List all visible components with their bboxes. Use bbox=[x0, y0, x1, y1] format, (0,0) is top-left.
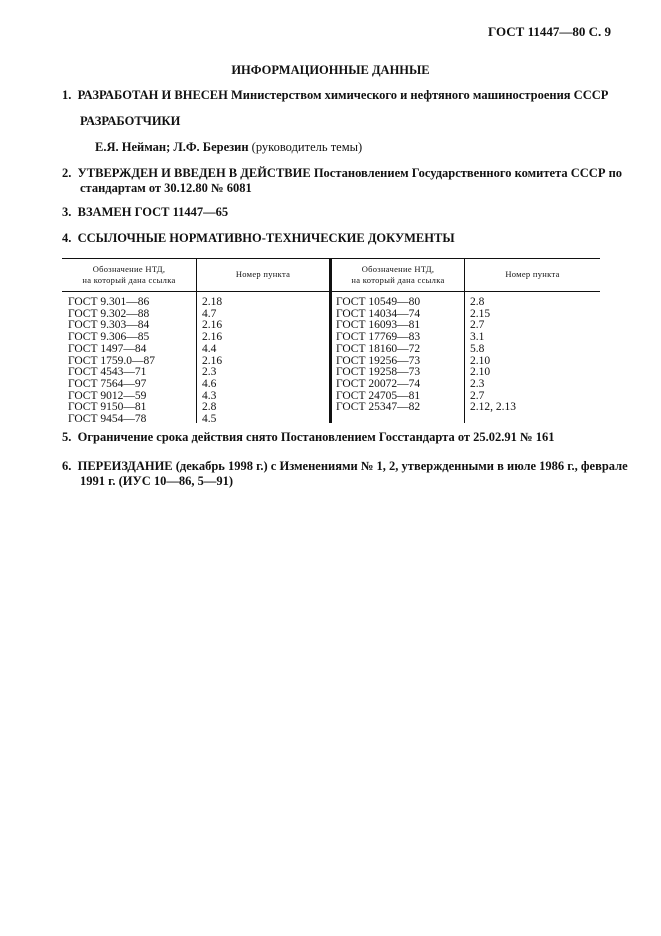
header-item-right: Номер пункта bbox=[505, 269, 560, 279]
table-cell: 2.16 bbox=[202, 354, 223, 367]
table-cell: 2.7 bbox=[470, 319, 485, 332]
table-cell: 2.3 bbox=[470, 377, 485, 390]
table-cell: 4.5 bbox=[202, 413, 217, 426]
table-cell: 2.8 bbox=[470, 296, 485, 308]
table-cell: ГОСТ 4543—71 bbox=[68, 366, 147, 379]
left-items-column bbox=[202, 297, 222, 426]
item-5: 5. Ограничение срока действия снято Постановлением Госстандарта от 25.02.91 № 161 bbox=[62, 430, 555, 444]
table-cell: ГОСТ 9150—81 bbox=[68, 401, 147, 414]
table-cell: ГОСТ 9.306—85 bbox=[68, 331, 150, 344]
left-docs-column bbox=[68, 297, 155, 426]
table-cell: 2.12, 2.13 bbox=[470, 401, 516, 414]
table-cell: ГОСТ 18160—72 bbox=[336, 342, 421, 355]
table-cell: 2.16 bbox=[202, 319, 223, 332]
table-cell: ГОСТ 14034—74 bbox=[336, 307, 421, 320]
right-items-column bbox=[470, 297, 516, 414]
table-cell: ГОСТ 9454—78 bbox=[68, 413, 147, 426]
table-cell: 2.16 bbox=[202, 331, 223, 344]
right-docs-column bbox=[336, 297, 420, 414]
table-cell: 2.8 bbox=[202, 401, 217, 414]
table-cell: 4.3 bbox=[202, 389, 217, 402]
table-cell: ГОСТ 1497—84 bbox=[68, 342, 147, 355]
item-2: 2. УТВЕРЖДЕН И ВВЕДЕН В ДЕЙСТВИЕ Постановлением Государственного комитета СССР по bbox=[62, 166, 623, 180]
table-cell: ГОСТ 9.301—86 bbox=[68, 296, 150, 308]
table-cell: 2.18 bbox=[202, 296, 223, 308]
header-doc-right: Обозначение НТД, на который дана ссылка bbox=[351, 264, 445, 285]
table-cell: ГОСТ 7564—97 bbox=[68, 377, 147, 390]
item-4: 4. ССЫЛОЧНЫЕ НОРМАТИВНО-ТЕХНИЧЕСКИЕ ДОКУМЕНТЫ bbox=[62, 231, 455, 245]
table-cell: 2.10 bbox=[470, 354, 491, 367]
table-cell: ГОСТ 9012—59 bbox=[68, 389, 147, 402]
item-2-cont: стандартам от 30.12.80 № 6081 bbox=[80, 181, 252, 195]
table-cell: ГОСТ 16093—81 bbox=[336, 319, 421, 332]
table-cell: 4.6 bbox=[202, 377, 217, 390]
table-cell: 4.4 bbox=[202, 342, 217, 355]
table-cell: ГОСТ 17769—83 bbox=[336, 331, 421, 344]
item-6-cont: 1991 г. (ИУС 10—86, 5—91) bbox=[80, 474, 234, 488]
page-header: ГОСТ 11447—80 С. 9 bbox=[488, 24, 611, 39]
table-cell: 2.15 bbox=[470, 307, 491, 320]
references-table bbox=[62, 258, 600, 426]
table-cell: ГОСТ 25347—82 bbox=[336, 401, 421, 414]
table-cell: ГОСТ 9.302—88 bbox=[68, 307, 150, 320]
table-cell: ГОСТ 9.303—84 bbox=[68, 319, 150, 332]
table-cell: ГОСТ 24705—81 bbox=[336, 389, 421, 402]
header-doc-left: Обозначение НТД, на который дана ссылка bbox=[82, 264, 176, 285]
table-cell: 2.3 bbox=[202, 366, 217, 379]
item-3: 3. ВЗАМЕН ГОСТ 11447—65 bbox=[62, 205, 229, 219]
table-cell: ГОСТ 19258—73 bbox=[336, 366, 421, 379]
table-cell: 5.8 bbox=[470, 342, 485, 355]
table-cell: 3.1 bbox=[470, 331, 485, 344]
item-6: 6. ПЕРЕИЗДАНИЕ (декабрь 1998 г.) с Изменениями № 1, 2, утвержденными в июле 1986 г., феврале bbox=[62, 459, 628, 473]
page-title: ИНФОРМАЦИОННЫЕ ДАННЫЕ bbox=[231, 63, 430, 77]
item-1: 1. РАЗРАБОТАН И ВНЕСЕН Министерством химического и нефтяного машиностроения СССР bbox=[62, 88, 609, 102]
header-item-left: Номер пункта bbox=[235, 269, 291, 279]
table-cell: ГОСТ 10549—80 bbox=[336, 296, 421, 308]
table-cell: 2.7 bbox=[470, 389, 485, 402]
developers-label: РАЗРАБОТЧИКИ bbox=[80, 114, 181, 128]
table-cell: ГОСТ 20072—74 bbox=[336, 377, 421, 390]
table-cell: ГОСТ 1759.0—87 bbox=[68, 354, 156, 367]
table-cell: ГОСТ 19256—73 bbox=[336, 354, 421, 367]
table-cell: 4.7 bbox=[202, 307, 217, 320]
developers: Е.Я. Нейман; Л.Ф. Березин (руководитель темы) bbox=[95, 140, 363, 154]
table-cell: 2.10 bbox=[470, 366, 491, 379]
